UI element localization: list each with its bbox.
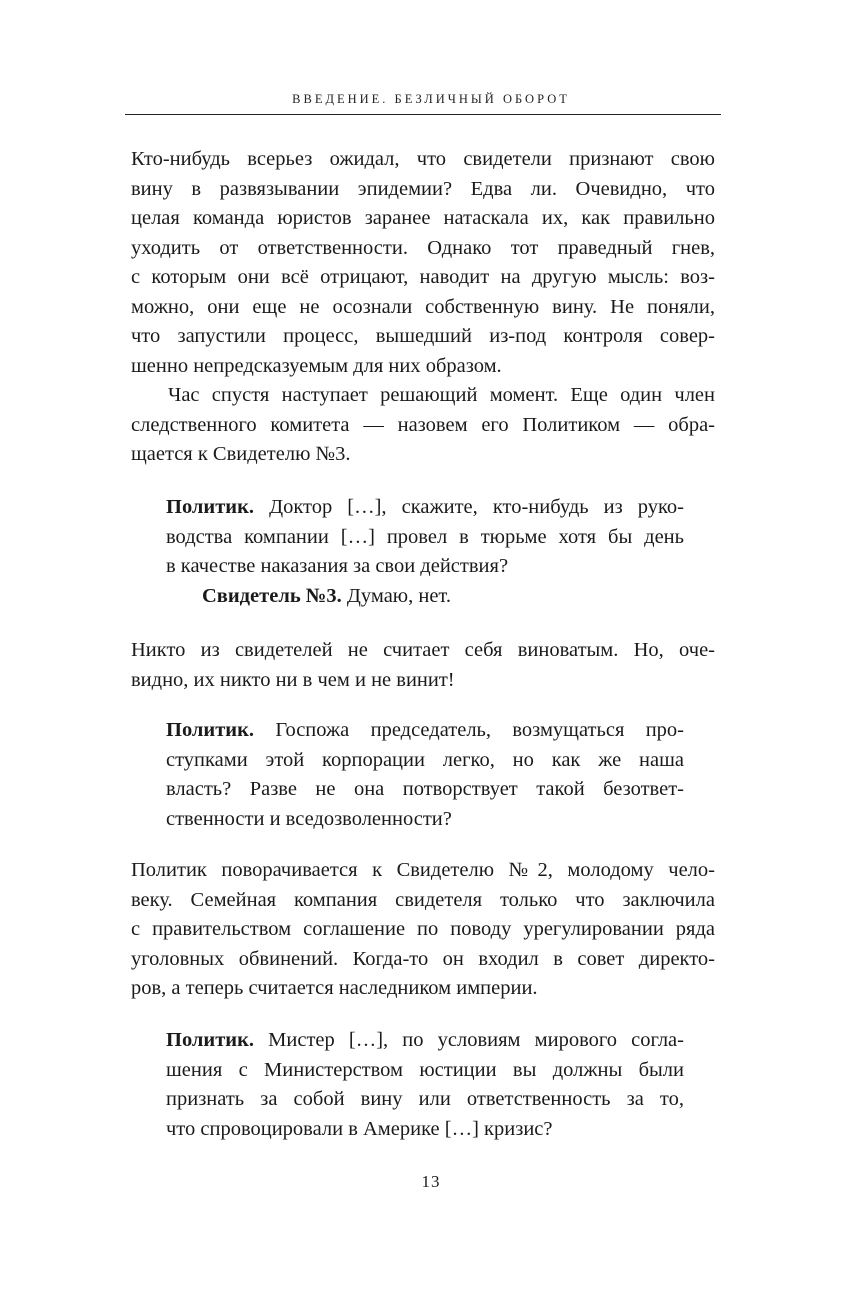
text-line: с правительством соглашение по поводу урегулировании ряда [131, 918, 715, 940]
dialogue-line: ступками этой корпорации легко, но как же наша [166, 748, 684, 771]
dialogue-line: в качестве наказания за свои действия? [166, 555, 509, 577]
text-line: уголовных обвинений. Когда-то он входил в совет директо- [131, 947, 715, 970]
header-rule [125, 114, 721, 115]
dialogue-line: что спровоцировали в Америке […] кризис? [166, 1117, 553, 1140]
dialogue-text: Мистер […], по условиям мирового согла- [254, 1029, 684, 1051]
text-line: целая команда юристов заранее натаскала их, как правильно [131, 207, 715, 229]
text-line: можно, они еще не осознали собственную вину. Не поняли, [131, 295, 715, 318]
dialogue-line [166, 493, 684, 523]
text-line: веку. Семейная компания свидетеля только что заключила [131, 888, 715, 911]
text-line: ров, а теперь считается наследником империи. [131, 977, 538, 999]
running-head: ВВЕДЕНИЕ. БЕЗЛИЧНЫЙ ОБОРОТ [292, 92, 570, 106]
dialogue-line [202, 582, 786, 612]
dialogue-line: шения с Министерством юстиции вы должны были [166, 1058, 684, 1081]
dialogue-line: признать за собой вину или ответственность за то, [166, 1088, 684, 1110]
dialogue-line [166, 716, 684, 746]
speaker-name: Политик. [166, 496, 255, 518]
dialogue-line: водства компании […] провел в тюрьме хотя бы день [166, 525, 684, 548]
speaker-name: Политик. [166, 1029, 255, 1051]
dialogue-text: Думаю, нет. [341, 584, 451, 607]
text-line: с которым они всё отрицают, наводит на другую мысль: воз- [131, 266, 715, 288]
text-line: что запустили процесс, вышедший из-под контроля совер- [131, 325, 715, 347]
dialogue-line: власть? Разве не она потворствует такой безответ- [166, 778, 684, 800]
text-line: шенно непредсказуемым для них образом. [131, 354, 502, 377]
text-line: Час спустя наступает решающий момент. Еще один член [168, 384, 715, 406]
dialogue-line [166, 1026, 684, 1056]
text-line: следственного комитета — назовем его Политиком — обра- [131, 413, 715, 436]
text-line: Никто из свидетелей не считает себя виноватым. Но, оче- [131, 639, 715, 661]
text-line: Кто-нибудь всерьез ожидал, что свидетели признают свою [131, 148, 715, 170]
speaker-name: Свидетель №3. [202, 584, 342, 607]
text-line: щается к Свидетелю №3. [131, 443, 351, 465]
page-number: 13 [421, 1172, 441, 1191]
speaker-name: Политик. [166, 719, 255, 741]
text-line: уходить от ответственности. Однако тот праведный гнев, [131, 236, 715, 259]
dialogue-text: Госпожа председатель, возмущаться про- [254, 719, 684, 741]
text-line: Политик поворачивается к Свидетелю №2, молодому чело- [131, 859, 715, 881]
dialogue-text: Доктор […], скажите, кто-нибудь из руко- [254, 496, 684, 518]
text-line: вину в развязывании эпидемии? Едва ли. Очевидно, что [131, 177, 715, 200]
text-line: видно, их никто ни в чем и не винит! [131, 668, 455, 691]
dialogue-line: ственности и вседозволенности? [166, 807, 452, 830]
